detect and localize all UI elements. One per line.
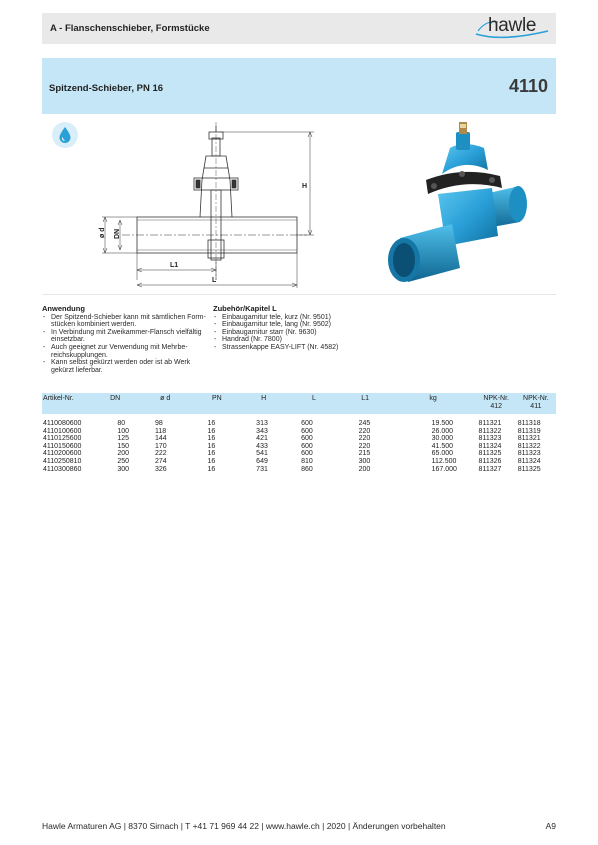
hawle-logo	[472, 15, 552, 42]
table-cell: 4110150600	[43, 442, 82, 450]
table-cell: 4110200600	[43, 450, 82, 458]
anwendung-list	[42, 314, 210, 375]
table-cell: 19.500	[431, 420, 454, 427]
list-item: - In Verbindung mit Zweikammer-Flansch vielfältig einsetzbar.	[42, 329, 210, 344]
table-cell: 811324	[517, 457, 541, 465]
table-cell: 811321	[478, 420, 502, 427]
table-cell: 4110100600	[43, 427, 82, 435]
table-cell: 250	[117, 457, 130, 465]
product-figure	[42, 114, 556, 295]
table-cell: 220	[358, 442, 371, 450]
dim-label-h: H	[302, 183, 308, 190]
list-item: - Auch geeignet zur Verwendung mit Mehrbe-reichskupplungen.	[42, 344, 210, 359]
list-item: - Einbaugarnitur tele, lang (Nr. 9502)	[213, 321, 413, 329]
anwendung-section	[42, 305, 210, 374]
table-row	[42, 414, 556, 428]
dim-label-od: ø d	[99, 227, 106, 238]
table-cell: 16	[207, 450, 216, 458]
table-row	[42, 428, 556, 436]
col-header-npk411: NPK-Nr. 411	[523, 395, 549, 410]
list-item: - Der Spitzend-Schieber kann mit sämtlichen Form-stücken kombiniert werden.	[42, 314, 210, 329]
table-row	[42, 450, 556, 458]
table-cell: 80	[117, 420, 126, 427]
table-cell: 220	[358, 435, 371, 443]
product-band	[42, 58, 556, 114]
technical-drawing	[92, 120, 322, 290]
col-header-h: H	[261, 395, 267, 402]
list-item: - Einbaugarnitur starr (Nr. 9630)	[213, 329, 413, 337]
table-cell: 326	[154, 465, 167, 473]
page-header	[42, 13, 556, 44]
table-cell: 343	[256, 427, 268, 435]
table-cell: 731	[256, 465, 268, 473]
table-cell: 200	[358, 465, 371, 473]
table-cell: 220	[358, 427, 371, 435]
table-cell: 170	[154, 442, 167, 450]
spec-table	[42, 393, 556, 473]
anwendung-title: Anwendung	[42, 304, 85, 313]
water-drop-icon	[52, 122, 78, 148]
table-row	[42, 458, 556, 466]
table-cell: 421	[256, 435, 268, 443]
table-cell: 649	[256, 457, 268, 465]
table-cell: 433	[256, 442, 268, 450]
product-number: 4110	[508, 76, 548, 96]
table-cell: 600	[301, 450, 313, 458]
list-item: - Handrad (Nr. 7800)	[213, 336, 413, 344]
table-cell: 811321	[517, 435, 541, 443]
table-cell: 300	[358, 457, 371, 465]
table-cell: 16	[207, 427, 216, 435]
col-header-od: ø d	[160, 395, 171, 402]
zubehoer-list	[213, 314, 413, 352]
col-header-npk412: NPK-Nr. 412	[483, 395, 509, 410]
dim-label-l: L	[212, 277, 217, 284]
dim-label-dn: DN	[114, 228, 121, 239]
table-cell: 300	[117, 465, 130, 473]
table-cell: 30.000	[431, 435, 454, 443]
table-cell: 811327	[478, 465, 502, 473]
table-header-row	[42, 393, 556, 414]
table-cell: 65.000	[431, 450, 454, 458]
table-cell: 860	[301, 465, 313, 473]
table-cell: 811318	[517, 420, 541, 427]
table-cell: 98	[154, 420, 163, 427]
list-item: - Einbaugarnitur tele, kurz (Nr. 9501)	[213, 314, 413, 322]
table-cell: 541	[256, 450, 268, 458]
table-cell: 811322	[517, 442, 541, 450]
table-cell: 200	[117, 450, 130, 458]
table-cell: 100	[117, 427, 130, 435]
zubehoer-title: Zubehör/Kapitel L	[213, 304, 277, 313]
table-cell: 274	[154, 457, 167, 465]
table-cell: 4110300860	[43, 465, 82, 473]
table-cell: 600	[301, 420, 313, 427]
table-cell: 112.500	[431, 457, 457, 465]
table-cell: 16	[207, 420, 216, 427]
table-row	[42, 443, 556, 451]
table-cell: 144	[154, 435, 167, 443]
list-item: - Kann selbst gekürzt werden oder ist ab Werk gekürzt lieferbar.	[42, 359, 210, 374]
list-item: - Strassenkappe EASY-LIFT (Nr. 4582)	[213, 344, 413, 352]
table-cell: 811326	[478, 457, 502, 465]
table-cell: 16	[207, 465, 216, 473]
table-cell: 600	[301, 435, 313, 443]
table-cell: 167.000	[431, 465, 457, 473]
col-header-pn: PN	[211, 395, 222, 402]
table-cell: 600	[301, 427, 313, 435]
col-header-kg: kg	[429, 395, 437, 402]
table-cell: 811322	[478, 427, 502, 435]
product-photo	[380, 118, 540, 290]
table-row	[42, 435, 556, 443]
table-cell: 811325	[517, 465, 541, 473]
table-cell: 4110250810	[43, 457, 82, 465]
product-title: Spitzend-Schieber, PN 16	[49, 83, 164, 94]
table-cell: 41.500	[431, 442, 454, 450]
col-header-l1: L1	[361, 395, 370, 402]
table-cell: 4110125600	[43, 435, 82, 443]
table-cell: 811325	[478, 450, 502, 458]
table-cell: 118	[154, 427, 167, 435]
table-cell: 811319	[517, 427, 541, 435]
table-cell: 16	[207, 435, 216, 443]
table-cell: 600	[301, 442, 313, 450]
table-cell: 811323	[517, 450, 541, 458]
table-cell: 16	[207, 442, 216, 450]
table-cell: 313	[256, 420, 268, 427]
table-cell: 811323	[478, 435, 502, 443]
footer-text: Hawle Armaturen AG | 8370 Sirnach | T +41 71 969 44 22 | www.hawle.ch | 2020 | Änderungen vorbehalten	[42, 821, 446, 831]
col-header-artikel: Artikel-Nr.	[43, 395, 74, 402]
col-header-dn: DN	[110, 395, 121, 402]
table-cell: 150	[117, 442, 130, 450]
table-cell: 4110080600	[43, 420, 82, 427]
table-cell: 125	[117, 435, 130, 443]
section-title: A - Flanschenschieber, Formstücke	[50, 23, 210, 34]
page-number: A9	[545, 821, 556, 831]
table-cell: 810	[301, 457, 313, 465]
table-cell: 245	[358, 420, 371, 427]
table-row	[42, 466, 556, 474]
table-cell: 16	[207, 457, 216, 465]
page-footer	[42, 821, 556, 831]
zubehoer-section	[213, 305, 413, 352]
table-cell: 811324	[478, 442, 502, 450]
dim-label-l1: L1	[170, 262, 179, 269]
logo-text: hawle	[488, 15, 537, 36]
table-cell: 222	[154, 450, 167, 458]
col-header-l: L	[311, 395, 316, 402]
table-cell: 215	[358, 450, 371, 458]
table-cell: 26.000	[431, 427, 454, 435]
